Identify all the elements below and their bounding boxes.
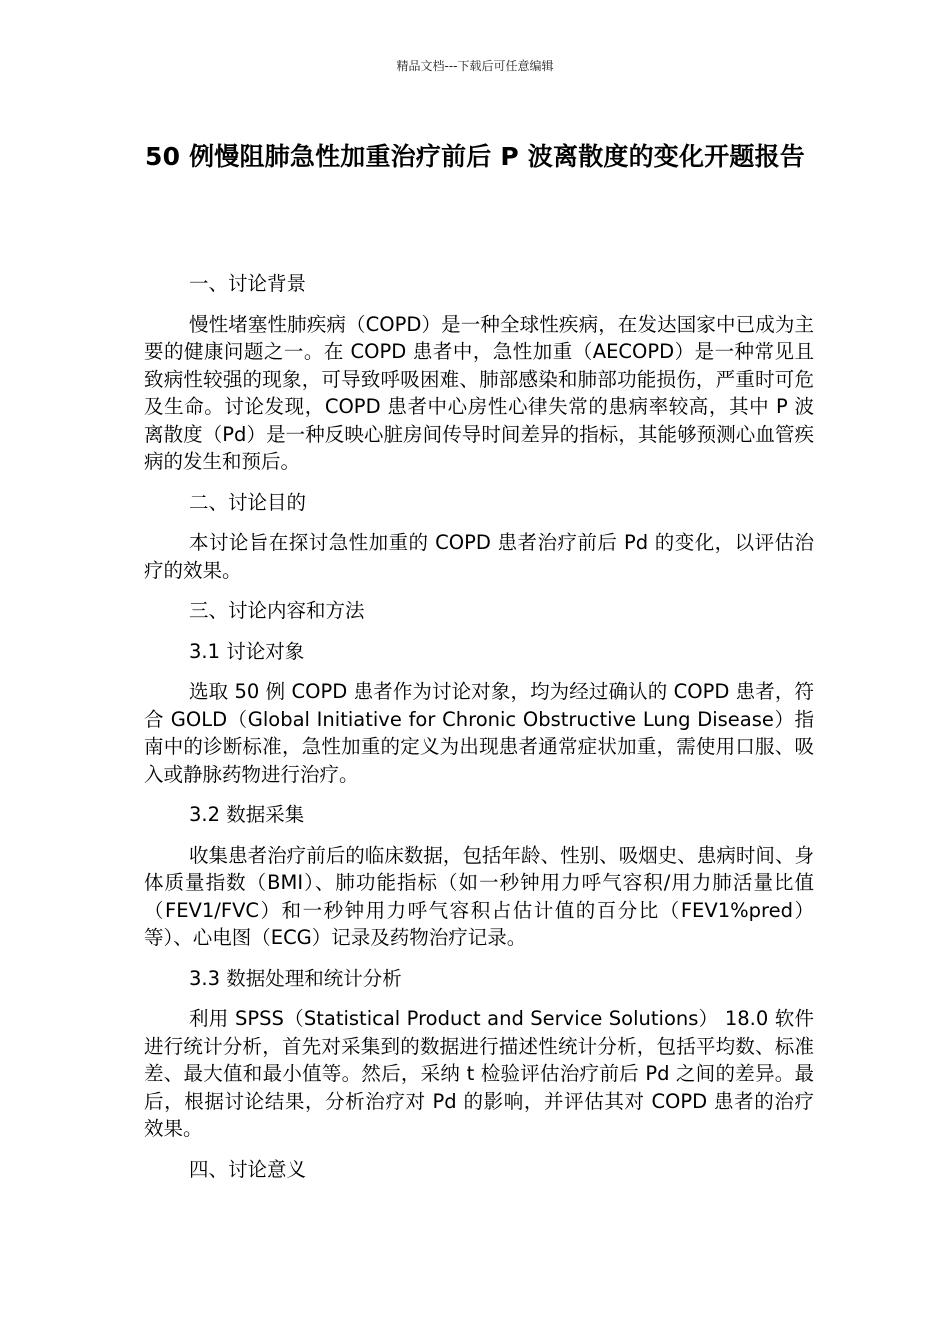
subsection-heading-subjects: 3.1 讨论对象 xyxy=(189,639,305,663)
header-note: 精品文档---下载后可任意编辑 xyxy=(396,59,554,73)
document-body xyxy=(144,270,814,1196)
paragraph-statistics: 利用 SPSS（Statistical Product and Service Solutions） 18.0 软件进行统计分析，首先对采集到的数据进行描述性统计分析，包括平均数、标准差、最大值和最小值等。然后，采纳 t 检验评估治疗前后 Pd 之间的差异。最后，根据讨论结果，分析治疗对 Pd 的影响，并评估其对 COPD 患者的治疗效果。 xyxy=(144,1007,814,1140)
section-heading-background: 一、讨论背景 xyxy=(189,272,307,295)
paragraph-subjects: 选取 50 例 COPD 患者作为讨论对象，均为经过确认的 COPD 患者，符合 GOLD（Global Initiative for Chronic Obstructive Lung Disease）指南中的诊断标准，急性加重的定义为出现患者通常症状加重，需使用口服、吸入或静脉药物进行治疗。 xyxy=(144,680,814,786)
subsection-heading-data-collection: 3.2 数据采集 xyxy=(189,803,305,826)
section-heading-significance: 四、讨论意义 xyxy=(189,1157,307,1181)
section-heading-content-methods: 三、讨论内容和方法 xyxy=(189,599,365,622)
paragraph-data-collection: 收集患者治疗前后的临床数据，包括年龄、性别、吸烟史、患病时间、身体质量指数（BMI）、肺功能指标（如一秒钟用力呼气容积/用力肺活量比值（FEV1/FVC）和一秒钟用力呼气容积占估计值的百分比（FEV1%pred）等）、心电图（ECG）记录及药物治疗记录。 xyxy=(144,843,814,949)
paragraph-background: 慢性堵塞性肺疾病（COPD）是一种全球性疾病，在发达国家中已成为主要的健康问题之一。在 COPD 患者中，急性加重（AECOPD）是一种常见且致病性较强的现象，可导致呼吸困难、肺部感染和肺部功能损伤，严重时可危及生命。讨论发现，COPD 患者中心房性心律失常的患病率较高，其中 P 波离散度（Pd）是一种反映心脏房间传导时间差异的指标，其能够预测心血管疾病的发生和预后。 xyxy=(144,312,814,473)
subsection-heading-statistics: 3.3 数据处理和统计分析 xyxy=(189,966,402,990)
document-title: 50 例慢阻肺急性加重治疗前后 P 波离散度的变化开题报告 xyxy=(144,142,806,171)
section-heading-purpose: 二、讨论目的 xyxy=(189,490,307,514)
paragraph-purpose: 本讨论旨在探讨急性加重的 COPD 患者治疗前后 Pd 的变化，以评估治疗的效果。 xyxy=(144,531,814,582)
